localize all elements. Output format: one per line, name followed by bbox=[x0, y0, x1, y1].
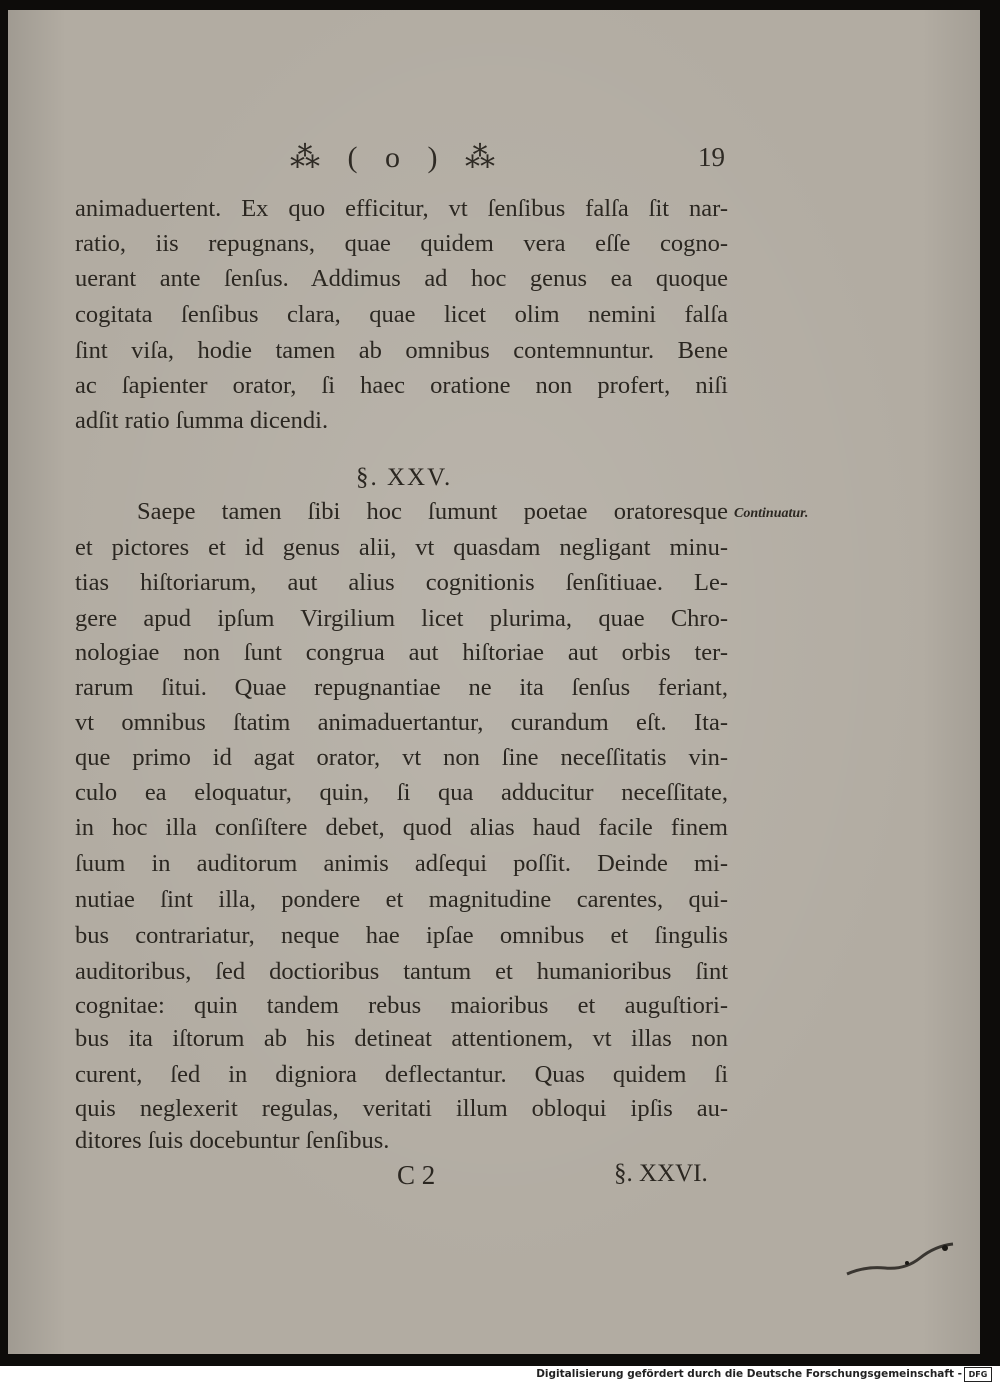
signature-mark: C 2 bbox=[397, 1160, 436, 1190]
text-line: bus contrariatur, neque hae ipſae omnibus et ſingulis bbox=[75, 922, 728, 949]
catchword: §. XXVI. bbox=[614, 1160, 708, 1187]
text-line: in hoc illa conſiſtere debet, quod alias haud facile finem bbox=[75, 814, 728, 841]
text-line: quis neglexerit regulas, veritati illum obloqui ipſis au- bbox=[75, 1095, 728, 1122]
funding-credit: Digitalisierung gefördert durch die Deutsche Forschungsgemeinschaft - bbox=[536, 1368, 962, 1380]
text-line: animaduertent. Ex quo efficitur, vt ſenſibus falſa ſit nar- bbox=[75, 195, 728, 222]
text-line: Saepe tamen ſibi hoc ſumunt poetae oratoresque bbox=[137, 498, 728, 525]
text-line: auditoribus, ſed doctioribus tantum et humanioribus ſint bbox=[75, 958, 728, 985]
section-heading: §. XXV. bbox=[356, 464, 453, 491]
text-line: bus ita iſtorum ab his detineat attentionem, vt illas non bbox=[75, 1025, 728, 1052]
text-line: ditores ſuis docebuntur ſenſibus. bbox=[75, 1127, 390, 1154]
text-line: et pictores et id genus alii, vt quasdam negligant minu- bbox=[75, 534, 728, 561]
text-line: adſit ratio ſumma dicendi. bbox=[75, 407, 329, 434]
text-line: rarum ſitui. Quae repugnantiae ne ita ſenſus feriant, bbox=[75, 674, 728, 701]
text-line: uerant ante ſenſus. Addimus ad hoc genus ea quoque bbox=[75, 265, 728, 292]
page-number: 19 bbox=[698, 142, 725, 172]
text-line: tias hiſtoriarum, aut alius cognitionis ſenſitiuae. Le- bbox=[75, 569, 728, 596]
ink-smudge bbox=[845, 1240, 955, 1280]
text-line: ratio, iis repugnans, quae quidem vera eſſe cogno- bbox=[75, 230, 728, 257]
text-line: ſint viſa, hodie tamen ab omnibus contemnuntur. Bene bbox=[75, 337, 728, 364]
text-line: gere apud ipſum Virgilium licet plurima, quae Chro- bbox=[75, 605, 728, 632]
dfg-logo: DFG bbox=[964, 1367, 992, 1382]
text-line: que primo id agat orator, vt non ſine neceſſitatis vin- bbox=[75, 744, 728, 771]
text-line: cognitae: quin tandem rebus maioribus et auguſtiori- bbox=[75, 992, 728, 1019]
text-line: culo ea eloquatur, quin, ſi qua adducitur neceſſitate, bbox=[75, 779, 728, 806]
text-line: curent, ſed in digniora deflectantur. Quas quidem ſi bbox=[75, 1061, 728, 1088]
text-line: ac ſapienter orator, ſi haec oratione non profert, niſi bbox=[75, 372, 728, 399]
text-line: vt omnibus ſtatim animaduertantur, curandum eſt. Ita- bbox=[75, 709, 728, 736]
text-line: nologiae non ſunt congrua aut hiſtoriae aut orbis ter- bbox=[75, 639, 728, 666]
running-header: ⁂ ( o ) ⁂ bbox=[290, 141, 505, 174]
margin-note: Continuatur. bbox=[734, 506, 809, 521]
text-line: nutiae ſint illa, pondere et magnitudine carentes, qui- bbox=[75, 886, 728, 913]
text-line: cogitata ſenſibus clara, quae licet olim nemini falſa bbox=[75, 301, 728, 328]
text-line: ſuum in auditorum animis adſequi poſſit. Deinde mi- bbox=[75, 850, 728, 877]
